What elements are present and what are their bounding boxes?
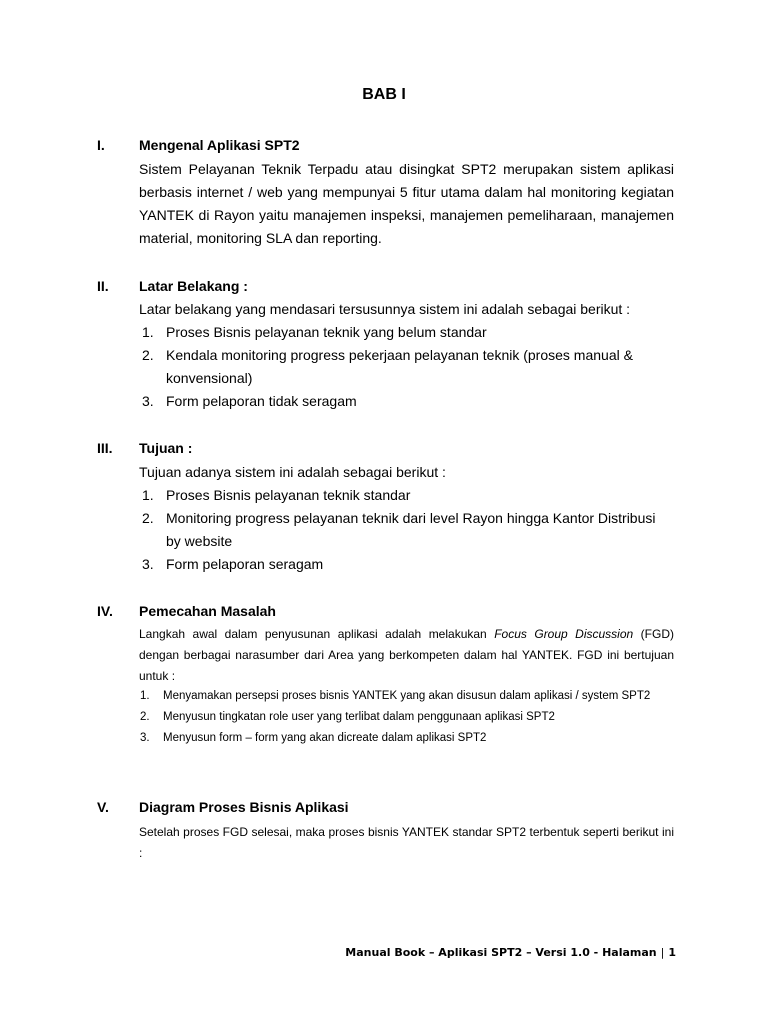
section-5-heading: Diagram Proses Bisnis Aplikasi xyxy=(139,799,349,815)
section-1-body: Sistem Pelayanan Teknik Terpadu atau disingkat SPT2 merupakan sistem aplikasi berbasis internet / web yang mempunyai 5 fitur utama dalam hal monitoring kegiatan YANTEK di Rayon yaitu manajemen inspeksi, manajemen pemeliharaan, manajemen material, monitoring SLA dan reporting. xyxy=(139,161,674,246)
list-item-number: 1. xyxy=(140,690,150,702)
section-4-intro-before: Langkah awal dalam penyusunan aplikasi adalah melakukan xyxy=(139,627,495,641)
list-item-number: 1. xyxy=(142,324,154,340)
section-2-list xyxy=(139,321,674,413)
section-4-heading: Pemecahan Masalah xyxy=(139,603,276,619)
footer-text: Manual Book – Aplikasi SPT2 – Versi 1.0 - Halaman xyxy=(345,946,657,959)
list-item xyxy=(139,507,674,553)
list-item-number: 3. xyxy=(140,732,150,744)
list-item-text: Proses Bisnis pelayanan teknik yang belum standar xyxy=(166,324,487,340)
list-item-text: Form pelaporan tidak seragam xyxy=(166,393,357,409)
page-number: 1 xyxy=(668,946,676,959)
list-item-text: Menyusun form – form yang akan dicreate dalam aplikasi SPT2 xyxy=(163,732,487,744)
list-item xyxy=(139,344,674,390)
section-4-intro-emphasis: Focus Group Discussion xyxy=(494,627,634,641)
section-5-body: Setelah proses FGD selesai, maka proses bisnis YANTEK standar SPT2 terbentuk seperti berikut ini : xyxy=(139,825,674,860)
list-item xyxy=(139,707,674,728)
section-4-intro-after: (FGD) dengan berbagai narasumber dari Area yang berkompeten dalam hal YANTEK. FGD ini bertujuan untuk : xyxy=(139,627,674,683)
footer-separator: | xyxy=(660,946,665,959)
list-item-text: Proses Bisnis pelayanan teknik standar xyxy=(166,487,411,503)
list-item xyxy=(139,686,674,707)
section-2-intro: Latar belakang yang mendasari tersusunnya sistem ini adalah sebagai berikut : xyxy=(139,301,631,317)
list-item-text: Menyusun tingkatan role user yang terlibat dalam penggunaan aplikasi SPT2 xyxy=(163,711,555,723)
list-item-number: 2. xyxy=(142,347,154,363)
section-4-intro xyxy=(139,624,674,687)
list-item xyxy=(139,484,674,507)
section-2-numeral: II. xyxy=(97,278,109,294)
list-item xyxy=(139,321,674,344)
list-item-number: 3. xyxy=(142,393,154,409)
section-4-list xyxy=(139,686,674,749)
section-2-heading: Latar Belakang : xyxy=(139,278,248,294)
section-3-intro: Tujuan adanya sistem ini adalah sebagai berikut : xyxy=(139,464,446,480)
list-item-number: 2. xyxy=(140,711,150,723)
list-item-text: Form pelaporan seragam xyxy=(166,556,324,572)
list-item xyxy=(139,390,674,413)
list-item-text: Monitoring progress pelayanan teknik dari level Rayon hingga Kantor Distribusi by website xyxy=(166,510,656,549)
section-3-heading: Tujuan : xyxy=(139,440,193,456)
chapter-title: BAB I xyxy=(362,86,406,103)
list-item-text: Kendala monitoring progress pekerjaan pelayanan teknik (proses manual & konvensional) xyxy=(166,347,633,386)
section-3-numeral: III. xyxy=(97,440,113,456)
list-item-number: 1. xyxy=(142,487,154,503)
list-item-text: Menyamakan persepsi proses bisnis YANTEK yang akan disusun dalam aplikasi / system SPT2 xyxy=(163,690,651,702)
list-item xyxy=(139,728,674,749)
list-item xyxy=(139,553,674,576)
list-item-number: 2. xyxy=(142,510,154,526)
page-footer xyxy=(345,946,676,959)
section-3-list xyxy=(139,484,674,576)
section-4-numeral: IV. xyxy=(97,603,113,619)
section-1-heading: Mengenal Aplikasi SPT2 xyxy=(139,137,300,153)
section-1-numeral: I. xyxy=(97,137,105,153)
list-item-number: 3. xyxy=(142,556,154,572)
section-5-numeral: V. xyxy=(97,799,109,815)
